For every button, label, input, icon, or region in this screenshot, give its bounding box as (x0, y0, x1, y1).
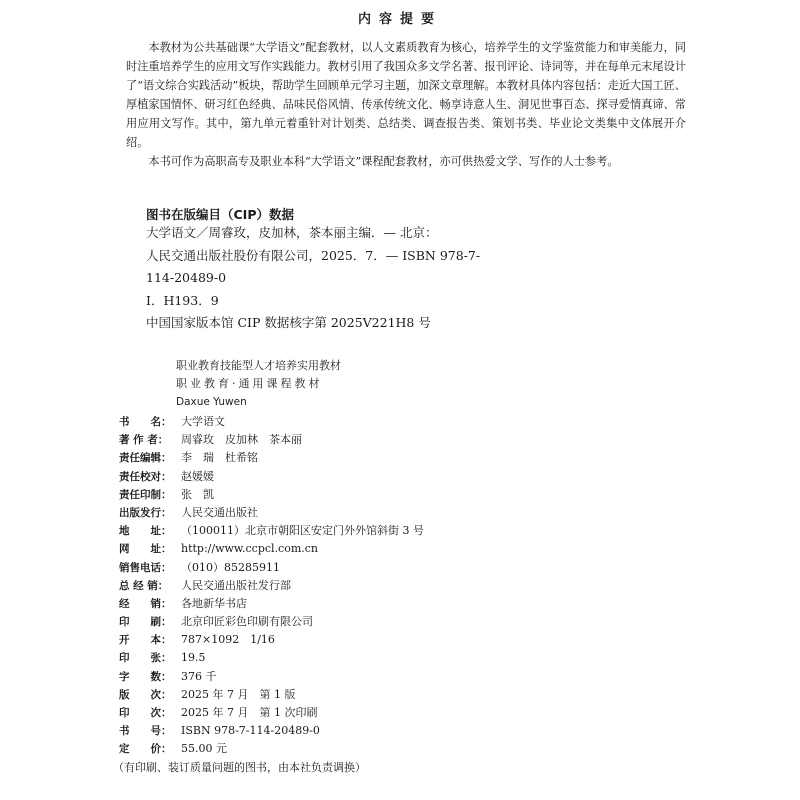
cip-block (146, 222, 480, 335)
quality-note: （有印刷、装订质量问题的图书，由本社负责调换） (113, 761, 366, 774)
info-row (119, 740, 424, 758)
info-value: （010）85285911 (181, 560, 280, 574)
info-row (119, 559, 424, 577)
info-value: http://www.ccpcl.com.cn (181, 542, 319, 556)
info-label: 著 作 者： (119, 434, 169, 447)
summary-paragraph-1: 本教材为公共基础课“大学语文”配套教材，以人文素质教育为核心，培养学生的文学鉴赏能力和审美能力，同时注重培养学生的应用文写作实践能力。教材引用了我国众多文学名著、报刊评论、诗词等，并在每单元末尾设计了“语文综合实践活动”板块，帮助学生回顾单元学习主题，加深文章理解。本教材具体内容包括：走近大国工匠、厚植家国情怀、研习红色经典、品味民俗风情、传承传统文化、畅享诗意人生、洞见世事百态、探寻爱情真谛、常用应用文写作。其中，第九单元着重针对计划类、总结类、调查报告类、策划书类、毕业论文类集中文体展开介绍。 (126, 41, 686, 149)
cip-line-4: Ⅰ．H193．9 (146, 292, 219, 308)
info-value: 人民交通出版社发行部 (181, 578, 291, 592)
info-row (119, 449, 424, 467)
cip-line-3: 114-20489-0 (146, 270, 227, 285)
info-row (119, 413, 424, 431)
info-value: 2025 年 7 月 第 1 次印刷 (181, 706, 318, 719)
info-label: 责任印制： (119, 488, 172, 501)
info-label: 网 址： (119, 543, 172, 556)
series-line-1: 职业教育技能型人才培养实用教材 (176, 359, 341, 372)
info-row (119, 522, 424, 540)
info-value: 各地新华书店 (181, 596, 247, 610)
info-label: 出版发行： (119, 506, 172, 519)
info-label: 版 次： (119, 688, 172, 701)
info-label: 责任编辑： (119, 452, 172, 465)
info-row (119, 595, 424, 613)
info-row (119, 649, 424, 667)
info-value: 赵媛媛 (181, 469, 214, 483)
info-label: 印 次： (119, 707, 172, 719)
info-value: 周睿玫 皮加林 茶本丽 (181, 433, 302, 447)
summary-title: 内容提要 (357, 12, 442, 27)
info-label: 地 址： (119, 525, 172, 538)
info-label: 书 号： (119, 725, 172, 738)
info-row (119, 540, 424, 558)
info-value: 19.5 (181, 651, 206, 665)
info-row (119, 468, 424, 486)
cip-line-1: 大学语文／周睿玫，皮加林，茶本丽主编．— 北京： (146, 225, 438, 240)
info-value: 2025 年 7 月 第 1 版 (181, 687, 296, 701)
info-label: 字 数： (119, 670, 172, 683)
info-row (119, 613, 424, 631)
info-label: 定 价： (119, 743, 172, 756)
info-value: 55.00 元 (181, 742, 227, 756)
info-row (119, 504, 424, 522)
series-block (176, 357, 341, 411)
info-row (119, 486, 424, 504)
info-row (119, 668, 424, 686)
cip-line-5: 中国国家版本馆 CIP 数据核字第 2025V221H8 号 (146, 315, 431, 330)
info-label: 印 刷： (119, 616, 172, 629)
info-value: ISBN 978-7-114-20489-0 (181, 724, 320, 738)
info-label: 书 名： (119, 416, 172, 428)
info-row (119, 704, 424, 722)
info-row (119, 631, 424, 649)
info-label: 经 销： (119, 597, 172, 610)
info-value: 376 千 (181, 669, 217, 683)
summary-paragraph-2: 本书可作为高职高专及职业本科“大学语文”课程配套教材，亦可供热爱文学、写作的人士参考。 (148, 155, 619, 168)
summary-block (126, 38, 686, 171)
info-value: 李 瑞 杜希铭 (181, 451, 258, 465)
info-value: 大学语文 (181, 415, 225, 428)
cip-line-2: 人民交通出版社股份有限公司，2025．7．— ISBN 978-7- (146, 247, 481, 263)
info-value: （100011）北京市朝阳区安定门外外馆斜街 3 号 (181, 524, 424, 538)
series-line-2: 职业教育·通用课程教材 (176, 377, 323, 390)
info-label: 责任校对： (119, 470, 172, 483)
info-row (119, 722, 424, 740)
info-row (119, 577, 424, 595)
info-value: 787×1092 1/16 (181, 633, 275, 647)
info-value: 北京印匠彩色印刷有限公司 (181, 615, 313, 629)
copyright-info-list (119, 413, 424, 759)
info-label: 印 张： (119, 652, 172, 665)
book-title-pinyin: Daxue Yuwen (176, 396, 247, 408)
info-label: 销售电话： (119, 561, 172, 574)
info-label: 总 经 销： (119, 579, 169, 592)
info-row (119, 431, 424, 449)
info-row (119, 686, 424, 704)
info-value: 张 凯 (181, 487, 214, 501)
cip-heading: 图书在版编目（CIP）数据 (146, 207, 294, 222)
info-value: 人民交通出版社 (181, 505, 258, 519)
info-label: 开 本： (119, 634, 172, 647)
